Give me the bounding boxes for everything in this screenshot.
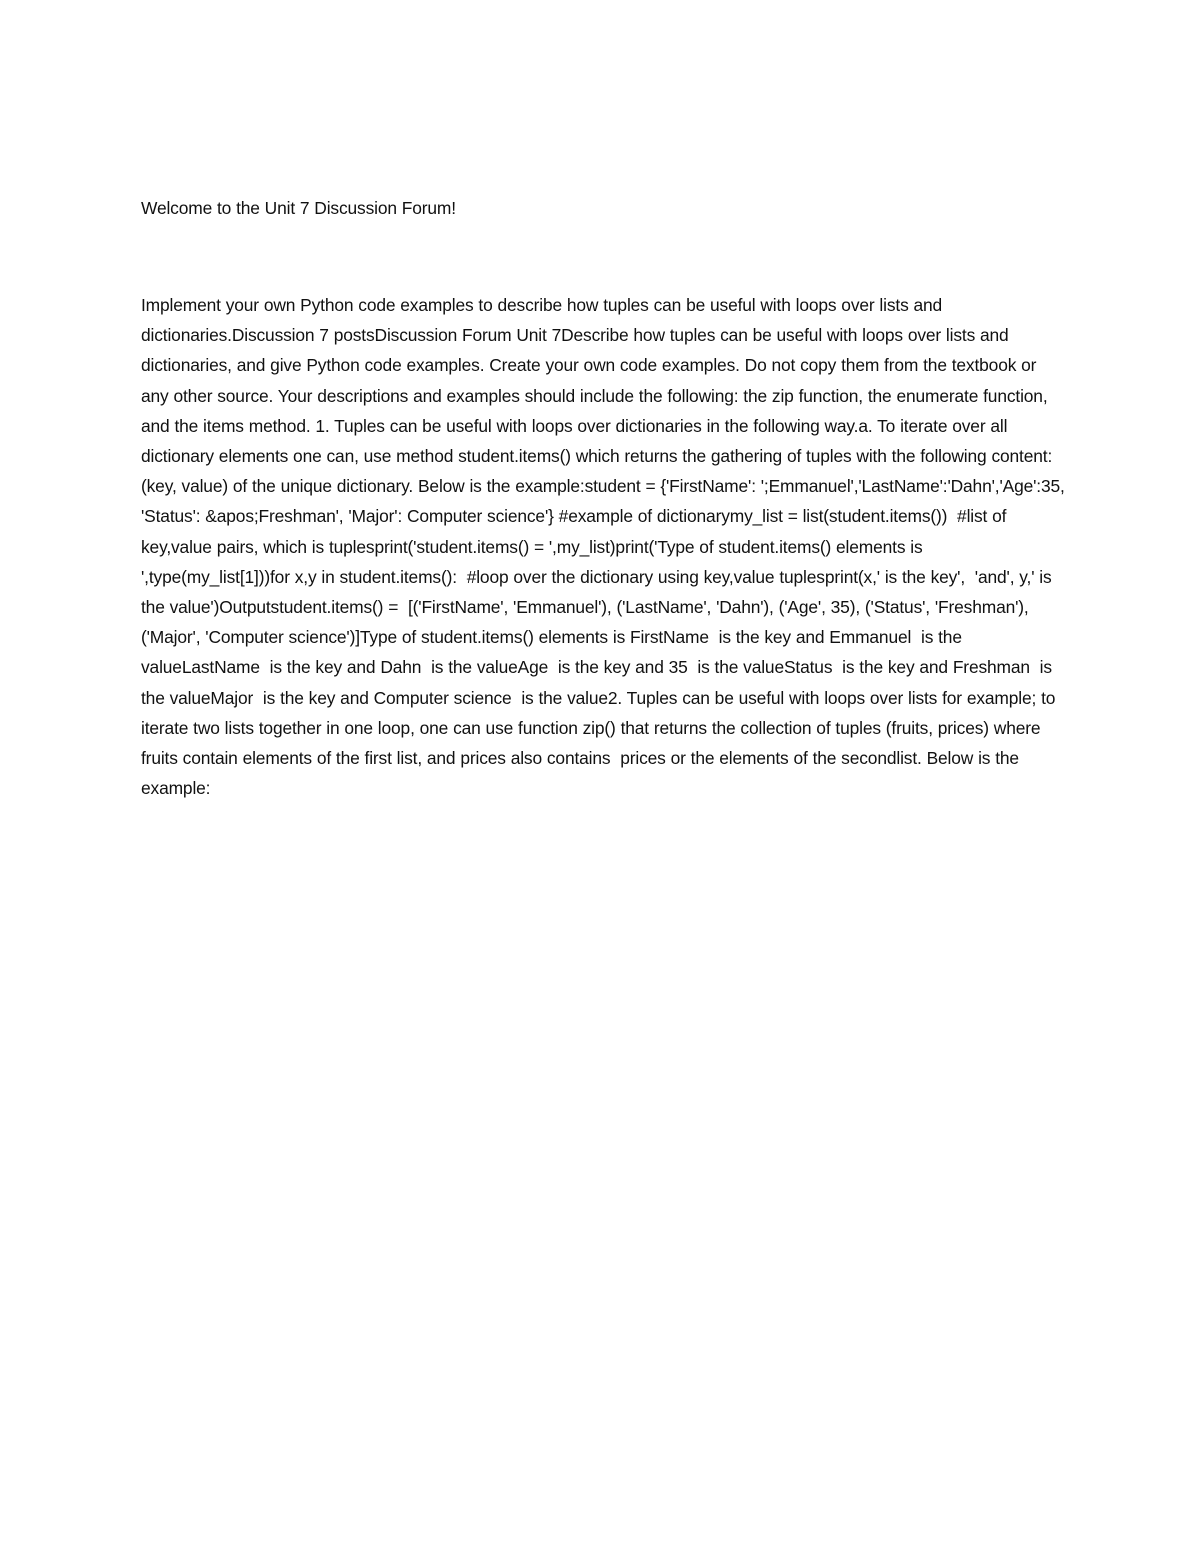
page-title: Welcome to the Unit 7 Discussion Forum! [141,198,456,218]
body-paragraph: Implement your own Python code examples to describe how tuples can be useful with loops over lists and dictionaries.Discussion 7 postsDiscussion Forum Unit 7Describe how tuples can be useful with loops over lists and dictionaries, and give Python code examples. Create your own code examples. Do not copy them from the textbook or any other source. Your descriptions and examples should include the following: the zip function, the enumerate function, and the items method. 1. Tuples can be useful with loops over dictionaries in the following way.a. To iterate over all dictionary elements one can, use method student.items() which returns the gathering of tuples with the following content: (key, value) of the unique dictionary. Below is the example:student = {'FirstName': ';Emmanuel','LastName':'Dahn','Age':35, 'Status': &apos;Freshman', 'Major': Computer science'} #example of dictionarymy_list = list(student.items()) #list of key,value pairs, which is tuplesprint('student.items() = ',my_list)print('Type of student.items() elements is ',type(my_list[1]))for x,y in student.items(): #loop over the dictionary using key,value tuplesprint(x,' is the key', 'and', y,' is the value')Outputstudent.items() = [('FirstName', 'Emmanuel'), ('LastName', 'Dahn'), ('Age', 35), ('Status', 'Freshman'), ('Major', 'Computer science')]Type of student.items() elements is FirstName is the key and Emmanuel is the valueLastName is the key and Dahn is the valueAge is the key and 35 is the valueStatus is the key and Freshman is the valueMajor is the key and Computer science is the value2. Tuples can be useful with loops over lists for example; to iterate two lists together in one loop, one can use function zip() that returns the collection of tuples (fruits, prices) where fruits contain elements of the first list, and prices also contains prices or the elements of the secondlist. Below is the example: [141,295,1070,799]
